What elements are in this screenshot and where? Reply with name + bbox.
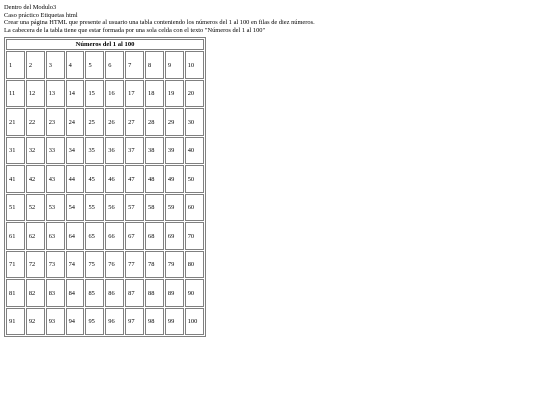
table-row <box>6 165 204 193</box>
table-header-row <box>6 39 204 50</box>
table-cell: 53 <box>46 194 65 222</box>
table-cell: 29 <box>165 108 184 136</box>
table-cell: 26 <box>105 108 124 136</box>
table-cell: 62 <box>26 222 45 250</box>
table-cell: 16 <box>105 80 124 108</box>
table-cell: 88 <box>145 279 164 307</box>
table-cell: 5 <box>85 51 104 79</box>
table-cell: 52 <box>26 194 45 222</box>
table-cell: 14 <box>66 80 85 108</box>
table-cell: 19 <box>165 80 184 108</box>
table-cell: 50 <box>185 165 204 193</box>
table-cell: 86 <box>105 279 124 307</box>
table-row <box>6 51 204 79</box>
table-cell: 30 <box>185 108 204 136</box>
table-cell: 87 <box>125 279 144 307</box>
table-cell: 68 <box>145 222 164 250</box>
table-cell: 93 <box>46 308 65 336</box>
table-cell: 78 <box>145 251 164 279</box>
table-cell: 67 <box>125 222 144 250</box>
table-cell: 90 <box>185 279 204 307</box>
table-cell: 74 <box>66 251 85 279</box>
table-cell: 7 <box>125 51 144 79</box>
table-row <box>6 279 204 307</box>
table-cell: 33 <box>46 137 65 165</box>
table-cell: 82 <box>26 279 45 307</box>
table-cell: 49 <box>165 165 184 193</box>
table-cell: 73 <box>46 251 65 279</box>
table-cell: 20 <box>185 80 204 108</box>
table-header-cell: Números del 1 al 100 <box>6 39 204 50</box>
table-cell: 65 <box>85 222 104 250</box>
table-cell: 61 <box>6 222 25 250</box>
table-cell: 21 <box>6 108 25 136</box>
table-cell: 40 <box>185 137 204 165</box>
table-cell: 46 <box>105 165 124 193</box>
table-cell: 98 <box>145 308 164 336</box>
table-cell: 6 <box>105 51 124 79</box>
table-cell: 91 <box>6 308 25 336</box>
table-cell: 57 <box>125 194 144 222</box>
numbers-table <box>4 37 206 337</box>
table-cell: 63 <box>46 222 65 250</box>
table-cell: 56 <box>105 194 124 222</box>
table-cell: 79 <box>165 251 184 279</box>
table-cell: 44 <box>66 165 85 193</box>
table-cell: 85 <box>85 279 104 307</box>
table-cell: 48 <box>145 165 164 193</box>
table-cell: 11 <box>6 80 25 108</box>
table-cell: 55 <box>85 194 104 222</box>
table-cell: 34 <box>66 137 85 165</box>
table-row <box>6 137 204 165</box>
table-row <box>6 80 204 108</box>
table-cell: 77 <box>125 251 144 279</box>
table-cell: 76 <box>105 251 124 279</box>
table-cell: 95 <box>85 308 104 336</box>
intro-line-task: Crear una página HTML que presente al usuario una tabla conteniendo los números del 1 al 100 en filas de diez números. <box>4 19 315 27</box>
table-cell: 27 <box>125 108 144 136</box>
intro-line-module: Dentro del Modulo3 <box>4 4 57 11</box>
table-row <box>6 308 204 336</box>
table-cell: 80 <box>185 251 204 279</box>
table-cell: 58 <box>145 194 164 222</box>
table-cell: 28 <box>145 108 164 136</box>
table-cell: 18 <box>145 80 164 108</box>
table-cell: 12 <box>26 80 45 108</box>
table-cell: 47 <box>125 165 144 193</box>
intro-line-case: Caso práctico Etiquetas html <box>4 11 78 19</box>
table-body <box>6 51 204 335</box>
table-cell: 83 <box>46 279 65 307</box>
table-cell: 41 <box>6 165 25 193</box>
table-cell: 60 <box>185 194 204 222</box>
table-cell: 4 <box>66 51 85 79</box>
table-cell: 97 <box>125 308 144 336</box>
table-cell: 75 <box>85 251 104 279</box>
table-cell: 64 <box>66 222 85 250</box>
table-cell: 22 <box>26 108 45 136</box>
table-cell: 89 <box>165 279 184 307</box>
table-row <box>6 108 204 136</box>
table-cell: 84 <box>66 279 85 307</box>
table-cell: 70 <box>185 222 204 250</box>
table-cell: 1 <box>6 51 25 79</box>
table-row <box>6 251 204 279</box>
table-cell: 100 <box>185 308 204 336</box>
table-cell: 72 <box>26 251 45 279</box>
table-cell: 31 <box>6 137 25 165</box>
table-cell: 9 <box>165 51 184 79</box>
table-cell: 15 <box>85 80 104 108</box>
table-cell: 36 <box>105 137 124 165</box>
table-cell: 42 <box>26 165 45 193</box>
table-cell: 17 <box>125 80 144 108</box>
table-cell: 59 <box>165 194 184 222</box>
table-cell: 99 <box>165 308 184 336</box>
table-cell: 32 <box>26 137 45 165</box>
table-cell: 71 <box>6 251 25 279</box>
table-cell: 25 <box>85 108 104 136</box>
table-cell: 3 <box>46 51 65 79</box>
intro-line-header-rule: La cabecera de la tabla tiene que estar formada por una sola celda con el texto "Números del 1 al 100" <box>4 26 266 34</box>
table-cell: 66 <box>105 222 124 250</box>
table-cell: 37 <box>125 137 144 165</box>
table-cell: 45 <box>85 165 104 193</box>
table-cell: 39 <box>165 137 184 165</box>
table-cell: 43 <box>46 165 65 193</box>
table-cell: 69 <box>165 222 184 250</box>
table-row <box>6 222 204 250</box>
table-cell: 35 <box>85 137 104 165</box>
table-cell: 94 <box>66 308 85 336</box>
table-row <box>6 194 204 222</box>
table-cell: 2 <box>26 51 45 79</box>
table-cell: 38 <box>145 137 164 165</box>
table-cell: 96 <box>105 308 124 336</box>
table-cell: 13 <box>46 80 65 108</box>
table-cell: 8 <box>145 51 164 79</box>
table-cell: 10 <box>185 51 204 79</box>
table-cell: 51 <box>6 194 25 222</box>
table-cell: 24 <box>66 108 85 136</box>
table-cell: 54 <box>66 194 85 222</box>
table-cell: 92 <box>26 308 45 336</box>
table-cell: 81 <box>6 279 25 307</box>
table-cell: 23 <box>46 108 65 136</box>
